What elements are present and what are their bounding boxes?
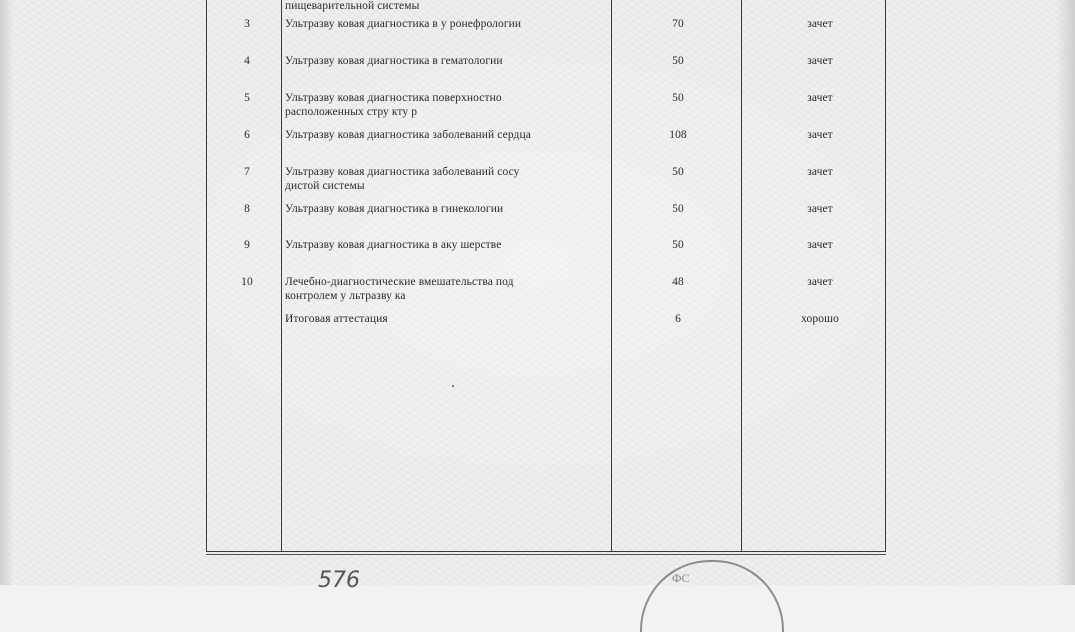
table-cell-grade: хорошо (801, 313, 839, 325)
table-cell-hours: 50 (672, 239, 684, 251)
table-cell-number: 10 (241, 276, 253, 288)
scan-speck (452, 385, 454, 387)
table-cell-name: Ультразву ковая диагностика заболеваний сосу дистой системы (285, 166, 520, 192)
table-cell-name: Ультразву ковая диагностика заболеваний сердца (285, 129, 531, 141)
table-cell-number: 4 (244, 55, 250, 67)
table-cell-grade: зачет (807, 92, 833, 104)
table-cell-grade: зачет (807, 239, 833, 251)
column-divider (611, 0, 612, 551)
table-cell-grade: зачет (807, 203, 833, 215)
table-cell-name: Лечебно-диагностические вмешательства под контролем у льтразву ка (285, 276, 514, 302)
table-cell-name: Ультразву ковая диагностика поверхностно расположенных стру кту р (285, 92, 502, 118)
table-cell-hours: 6 (675, 313, 681, 325)
table-cell-name: Ультразву ковая диагностика в гематологии (285, 55, 503, 67)
table-cell-grade: зачет (807, 166, 833, 178)
scan-shadow-right (1057, 0, 1075, 585)
stamp-lettering: ФС (672, 571, 690, 585)
table-cell-number: 5 (244, 92, 250, 104)
table-cell-hours: 50 (672, 203, 684, 215)
table-cell-number: 3 (244, 18, 250, 30)
table-cell-hours: 50 (672, 92, 684, 104)
table-cell-hours: 50 (672, 55, 684, 67)
table-cell-number: 6 (244, 129, 250, 141)
table-cell-name: Ультразву ковая диагностика в аку шерстве (285, 239, 502, 251)
table-cell-hours: 70 (672, 18, 684, 30)
table-cell-name: Итоговая аттестация (285, 313, 388, 325)
table-cell-grade: зачет (807, 129, 833, 141)
table-cell-name: Ультразву ковая диагностика в у ронефрологии (285, 18, 522, 30)
round-stamp (640, 560, 784, 632)
table-cell-hours: 48 (672, 276, 684, 288)
table-cell-grade: зачет (807, 55, 833, 67)
table-cell-name: пищеварительной системы (285, 0, 420, 12)
table-cell-number: 9 (244, 239, 250, 251)
handwritten-number: 576 (318, 568, 360, 593)
table-cell-number: 7 (244, 166, 250, 178)
table-cell-hours: 108 (669, 129, 687, 141)
table-cell-hours: 50 (672, 166, 684, 178)
table-cell-name: Ультразву ковая диагностика в гинекологии (285, 203, 504, 215)
table-cell-grade: зачет (807, 18, 833, 30)
scan-shadow-left (0, 0, 14, 585)
table-cell-number: 8 (244, 203, 250, 215)
table-cell-grade: зачет (807, 276, 833, 288)
table-bottom-border (206, 554, 886, 555)
